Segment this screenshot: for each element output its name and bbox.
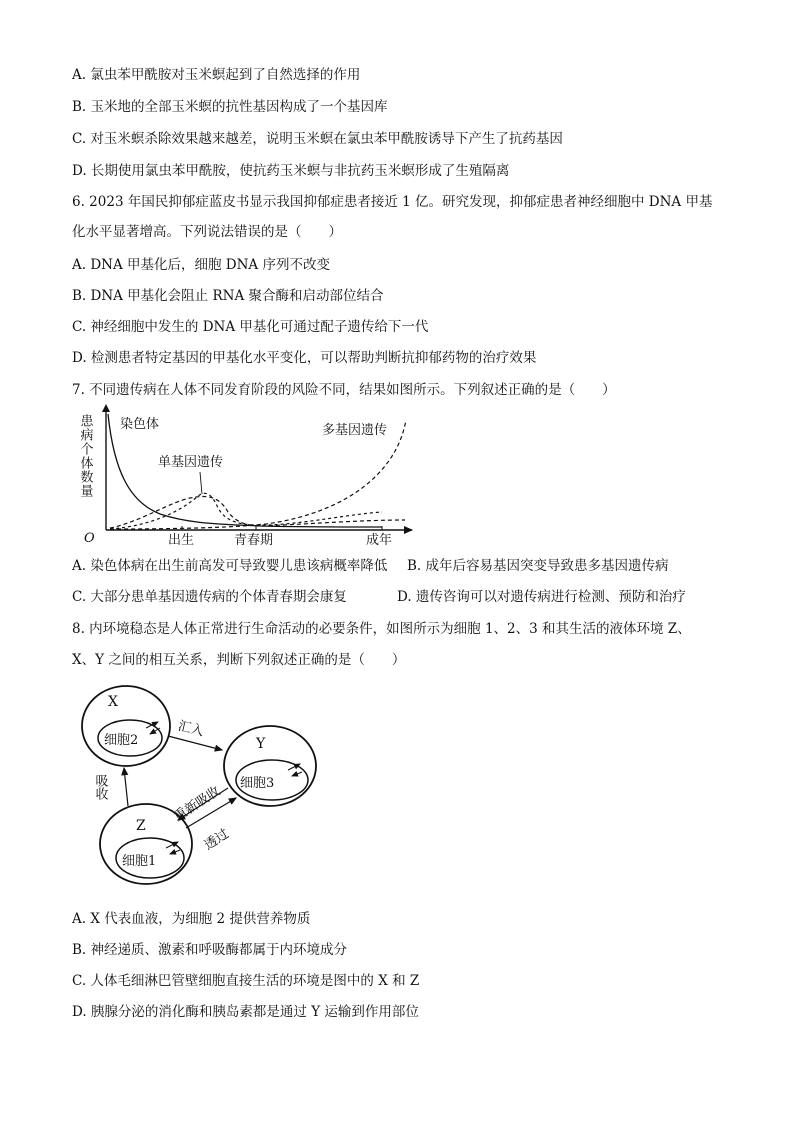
x-tick-label-puberty: 青春期: [234, 533, 274, 547]
q5-option-b: B. 玉米地的全部玉米螟的抗性基因构成了一个基因库: [72, 99, 388, 115]
arrow-x-to-y-label: 汇入: [176, 718, 206, 740]
cell1-label: 细胞1: [122, 854, 157, 869]
series-single-gene-line: [110, 497, 405, 528]
fluid-z-label: Z: [136, 818, 146, 834]
q6-option-c: C. 神经细胞中发生的 DNA 甲基化可通过配子遗传给下一代: [72, 319, 429, 335]
q7-option-c: C. 大部分患单基因遗传病的个体青春期会康复: [72, 589, 347, 605]
arrow-z-to-x: [124, 768, 128, 806]
pointer-single-gene: [200, 472, 202, 494]
series-single-gene-line-2: [110, 493, 382, 529]
cell1-exchange-arrow-out: [170, 850, 180, 854]
arrow-z-to-y-label: 透过: [201, 826, 232, 854]
q8-option-d: D. 胰腺分泌的消化酶和胰岛素都是通过 Y 运输到作用部位: [72, 1004, 419, 1020]
q7-stem: 7. 不同遗传病在人体不同发育阶段的风险不同，结果如图所示。下列叙述正确的是（ ）: [72, 382, 616, 398]
x-tick-label-adult: 成年: [366, 533, 393, 547]
arrow-z-to-x-label: 吸收: [92, 774, 108, 800]
arrow-x-to-y: [168, 736, 222, 750]
q8-option-a: A. X 代表血液，为细胞 2 提供营养物质: [72, 911, 311, 927]
q6-stem-line2: 化水平显著增高。下列说法错误的是（ ）: [72, 224, 342, 240]
cell3-exchange-arrow-out: [292, 772, 302, 776]
q8-option-b: B. 神经递质、激素和呼吸酶都属于内环境成分: [72, 942, 348, 958]
q7-option-a: A. 染色体病在出生前高发可导致婴儿患该病概率降低: [72, 558, 388, 574]
label-chromosome: 染色体: [120, 417, 160, 432]
q5-option-c: C. 对玉米螟杀除效果越来越差，说明玉米螟在氯虫苯甲酰胺诱导下产生了抗药基因: [72, 131, 563, 147]
label-multi-gene: 多基因遗传: [322, 423, 388, 438]
y-axis-arrow: [102, 404, 110, 412]
cell2-exchange-arrow-out: [150, 728, 160, 734]
x-tick-label-birth: 出生: [168, 533, 195, 547]
q8-option-c: C. 人体毛细淋巴管壁细胞直接生活的环境是图中的 X 和 Z: [72, 973, 420, 989]
origin-label: O: [84, 531, 95, 546]
q7-option-b: B. 成年后容易基因突变导致患多基因遗传病: [407, 558, 669, 574]
fluid-y-circle: [224, 726, 316, 806]
genetic-disease-chart: [70, 402, 430, 547]
q6-option-a: A. DNA 甲基化后，细胞 DNA 序列不改变: [72, 257, 330, 273]
q6-option-b: B. DNA 甲基化会阻止 RNA 聚合酶和启动部位结合: [72, 288, 384, 304]
body-fluid-diagram: [72, 676, 332, 896]
q6-stem-line1: 6. 2023 年国民抑郁症蓝皮书显示我国抑郁症患者接近 1 亿。研究发现，抑郁症患者神经细胞中 DNA 甲基: [72, 194, 713, 210]
arrow-y-to-z-label: 重新吸收: [171, 783, 224, 825]
cell2-label: 细胞2: [104, 733, 139, 748]
q8-stem-line1: 8. 内环境稳态是人体正常进行生命活动的必要条件，如图所示为细胞 1、2、3 和其生活的液体环境 Z、: [72, 621, 691, 637]
y-axis-label: 患病个体数量: [77, 414, 93, 498]
q7-option-d: D. 遗传咨询可以对遗传病进行检测、预防和治疗: [397, 589, 686, 605]
q5-option-d: D. 长期使用氯虫苯甲酰胺，使抗药玉米螟与非抗药玉米螟形成了生殖隔离: [72, 163, 510, 179]
x-axis-arrow: [404, 526, 413, 534]
fluid-x-label: X: [108, 694, 118, 710]
label-single-gene: 单基因遗传: [158, 455, 224, 470]
q5-option-a: A. 氯虫苯甲酰胺对玉米螟起到了自然选择的作用: [72, 67, 361, 83]
q6-option-d: D. 检测患者特定基因的甲基化水平变化，可以帮助判断抗抑郁药物的治疗效果: [72, 350, 537, 366]
fluid-y-label: Y: [256, 736, 266, 752]
q8-stem-line2: X、Y 之间的相互关系，判断下列叙述正确的是（ ）: [72, 652, 406, 668]
cell3-label: 细胞3: [240, 776, 275, 791]
fluid-x-circle: [82, 686, 170, 766]
